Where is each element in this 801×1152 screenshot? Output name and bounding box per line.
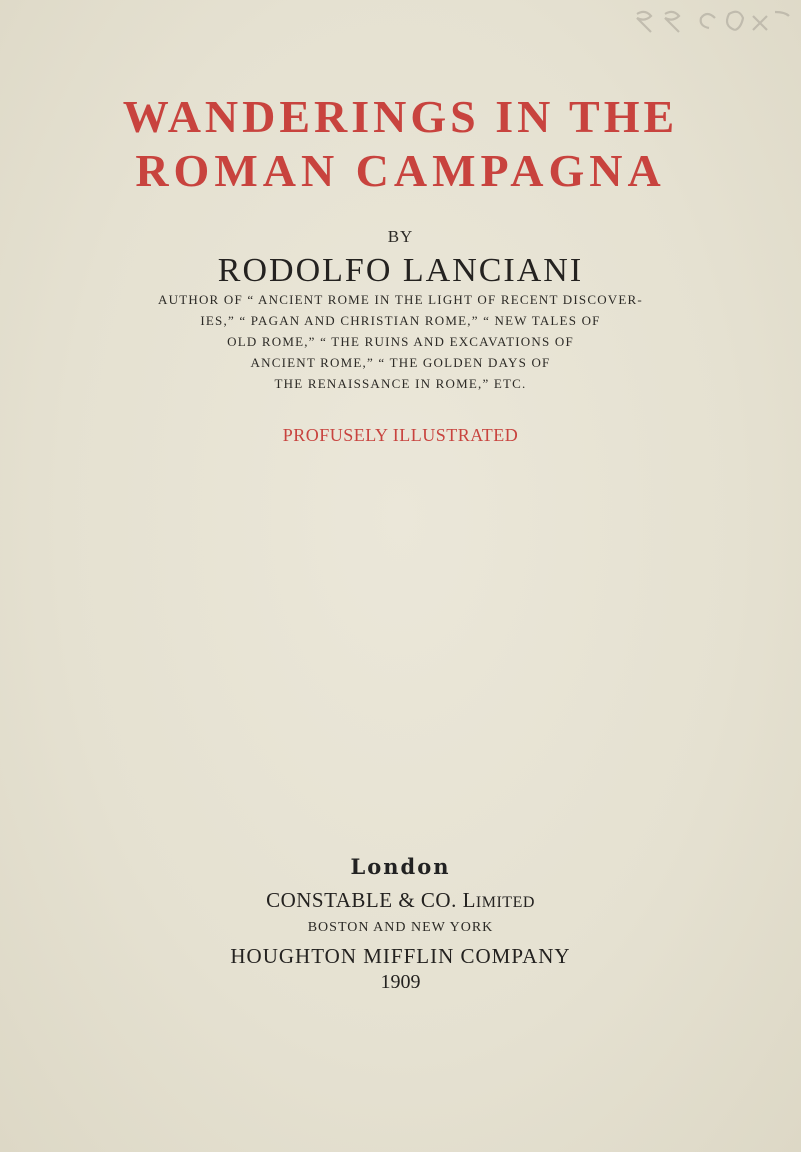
other-works-line: OLD ROME,” “ THE RUINS AND EXCAVATIONS OF [227, 334, 574, 349]
title-line-1: WANDERINGS IN THE [122, 91, 679, 142]
author-other-works [0, 289, 801, 394]
title-line-2: ROMAN CAMPAGNA [135, 145, 666, 196]
illustrated-note: PROFUSELY ILLUSTRATED [282, 425, 519, 445]
library-shelfmark-stamp [625, 6, 795, 36]
other-works-line: IES,” “ PAGAN AND CHRISTIAN ROME,” “ NEW TALES OF [200, 313, 601, 328]
by-label: BY [387, 227, 414, 246]
imprint-us-publisher: HOUGHTON MIFFLIN COMPANY [230, 944, 571, 968]
other-works-line: THE RENAISSANCE IN ROME,” ETC. [274, 376, 527, 391]
imprint-year: 1909 [380, 971, 421, 993]
publisher-name: CONSTABLE & CO. [266, 888, 457, 912]
author-name: RODOLFO LANCIANI [217, 252, 584, 289]
imprint-cities: BOSTON AND NEW YORK [307, 920, 494, 935]
imprint-place: London [350, 854, 451, 879]
other-works-line: AUTHOR OF “ ANCIENT ROME IN THE LIGHT OF RECENT DISCOVER- [158, 292, 643, 307]
other-works-line: ANCIENT ROME,” “ THE GOLDEN DAYS OF [250, 355, 551, 370]
publisher-limited-rest: IMITED [475, 894, 535, 911]
imprint-publisher [0, 888, 801, 913]
publisher-limited-cap: L [462, 888, 476, 912]
